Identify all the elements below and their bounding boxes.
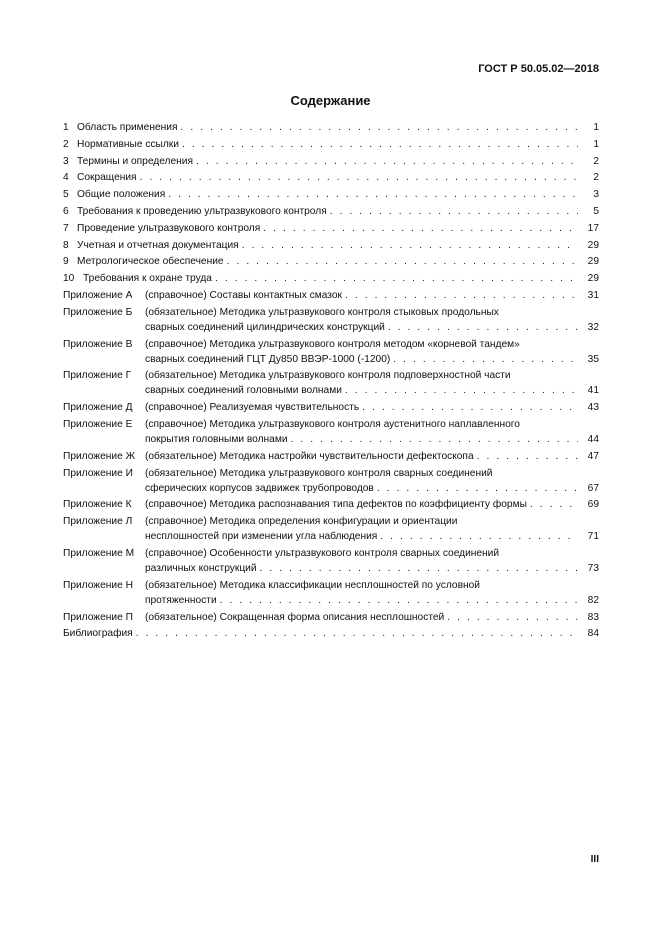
toc-entry-page: 43	[587, 402, 599, 414]
toc-entry-title: Проведение ультразвукового контроля	[77, 222, 261, 234]
toc-entry[interactable]	[63, 288, 599, 303]
toc-entry[interactable]	[63, 514, 599, 544]
toc-entry-prefix: Приложение Н	[63, 579, 133, 591]
toc-entry-prefix: Приложение А	[63, 289, 133, 301]
toc-entry-title: (справочное) Реализуемая чувствительность	[145, 402, 360, 414]
toc-dot-leader	[180, 120, 578, 135]
toc-dot-leader	[393, 352, 578, 367]
toc-dot-leader	[330, 204, 578, 219]
toc-entry-prefix: 9	[63, 256, 69, 268]
toc-entry[interactable]	[63, 449, 599, 464]
toc-entry-page: 41	[587, 385, 599, 397]
toc-entry[interactable]	[63, 187, 599, 202]
toc-entry-title: Область применения	[77, 122, 178, 133]
toc-entry-title: (обязательное) Методика ультразвукового контроля сварных соединений	[145, 467, 493, 479]
toc-entry[interactable]	[63, 271, 599, 286]
toc-entry[interactable]	[63, 204, 599, 219]
toc-entry[interactable]	[63, 337, 599, 367]
toc-entry-title: покрытия головными волнами	[145, 433, 288, 445]
toc-entry-text	[63, 305, 581, 335]
toc-entry[interactable]	[63, 400, 599, 415]
toc-entry-prefix: 6	[63, 205, 69, 217]
toc-entry[interactable]	[63, 254, 599, 269]
toc-entry-text	[63, 578, 581, 608]
toc-entry-prefix: 5	[63, 189, 69, 201]
toc-dot-leader	[263, 221, 578, 236]
toc-entry-title: (обязательное) Методика классификации несплошностей по условной	[145, 579, 480, 591]
toc-dot-leader	[291, 432, 578, 447]
toc-entry-page: 31	[587, 289, 599, 301]
toc-dot-leader	[242, 238, 578, 253]
toc-entry-page: 3	[593, 189, 599, 201]
toc-entry[interactable]	[63, 466, 599, 496]
toc-entry[interactable]	[63, 170, 599, 185]
toc-dot-leader	[362, 400, 578, 415]
toc-entry-text	[63, 187, 581, 202]
toc-entry-page: 17	[587, 222, 599, 234]
toc-dot-leader	[377, 481, 578, 496]
toc-entry-page: 69	[587, 499, 599, 511]
toc-entry-text	[63, 626, 581, 641]
toc-entry-prefix: 10	[63, 273, 75, 285]
toc-entry-title: (справочное) Методика распознавания типа дефектов по коэффициенту формы	[145, 499, 527, 511]
toc-entry-title: Нормативные ссылки	[77, 138, 179, 150]
toc-entry-page: 47	[587, 450, 599, 462]
toc-entry-title: Требования к охране труда	[83, 273, 212, 285]
toc-entry-page: 29	[587, 256, 599, 268]
toc-entry[interactable]	[63, 626, 599, 641]
toc-entry-prefix: 7	[63, 222, 69, 234]
toc-entry-page: 71	[587, 531, 599, 543]
toc-entry[interactable]	[63, 120, 599, 135]
toc-entry[interactable]	[63, 546, 599, 576]
toc-entry-prefix: Приложение Г	[63, 370, 132, 382]
toc-entry-prefix: Приложение Д	[63, 402, 133, 414]
toc-entry-text	[63, 221, 581, 236]
toc-dot-leader	[220, 593, 578, 608]
toc-entry-page: 29	[587, 239, 599, 251]
toc-entry[interactable]	[63, 238, 599, 253]
toc-dot-leader	[215, 271, 578, 286]
toc-entry-text	[63, 254, 581, 269]
toc-entry-title: (справочное) Особенности ультразвукового контроля сварных соединений	[145, 547, 500, 559]
toc-entry-text	[63, 238, 581, 253]
toc-entry-title: (обязательное) Методика ультразвукового контроля стыковых продольных	[145, 306, 499, 318]
toc-entry-text	[63, 417, 581, 447]
toc-dot-leader	[140, 170, 578, 185]
page-number: III	[590, 854, 599, 865]
toc-entry-text	[63, 204, 581, 219]
toc-entry-title: Учетная и отчетная документация	[77, 239, 239, 251]
toc-entry-text	[63, 449, 581, 464]
toc-entry-title: (справочное) Методика ультразвукового контроля методом «корневой тандем»	[145, 338, 520, 350]
toc-entry-title: (справочное) Методика определения конфигурации и ориентации	[145, 516, 458, 528]
toc-entry-title: Общие положения	[77, 189, 166, 201]
toc-entry-prefix: Приложение Л	[63, 516, 133, 528]
toc-entry-text	[63, 610, 581, 625]
toc-entry[interactable]	[63, 578, 599, 608]
toc-entry-title: Библиография	[63, 628, 133, 640]
toc-entry[interactable]	[63, 610, 599, 625]
toc-dot-leader	[168, 187, 578, 202]
toc-entry-prefix: Приложение М	[63, 547, 135, 559]
document-code: ГОСТ Р 50.05.02—2018	[478, 63, 599, 75]
toc-entry-title: (справочное) Составы контактных смазок	[145, 289, 342, 301]
toc-entry-title: сферических корпусов задвижек трубопроводов	[145, 482, 374, 494]
toc-entry-text	[63, 400, 581, 415]
table-of-contents	[63, 120, 599, 643]
toc-entry-prefix: 1	[63, 122, 69, 133]
toc-entry-page: 2	[593, 172, 599, 184]
toc-entry-text	[63, 271, 581, 286]
toc-entry[interactable]	[63, 497, 599, 512]
toc-entry-page: 67	[587, 482, 599, 494]
toc-entry[interactable]	[63, 137, 599, 152]
toc-entry-title: различных конструкций	[145, 562, 257, 574]
toc-entry[interactable]	[63, 154, 599, 169]
toc-entry[interactable]	[63, 368, 599, 398]
toc-entry-text	[63, 368, 581, 398]
toc-entry-text	[63, 120, 581, 135]
toc-entry-page: 83	[587, 611, 599, 623]
toc-entry[interactable]	[63, 305, 599, 335]
toc-dot-leader	[182, 137, 578, 152]
toc-entry-text	[63, 466, 581, 496]
toc-entry-text	[63, 137, 581, 152]
toc-entry-text	[63, 288, 581, 303]
toc-entry-page: 2	[593, 155, 599, 167]
toc-entry-prefix: 8	[63, 239, 69, 251]
toc-entry-title: (обязательное) Сокращенная форма описания несплошностей	[145, 611, 445, 623]
toc-entry-title: Метрологическое обеспечение	[77, 256, 224, 268]
toc-entry-page: 44	[587, 433, 599, 445]
toc-entry-prefix: 4	[63, 172, 69, 184]
toc-entry-page: 84	[587, 628, 599, 640]
toc-entry[interactable]	[63, 417, 599, 447]
toc-dot-leader	[530, 497, 578, 512]
toc-entry-page: 1	[593, 122, 599, 133]
toc-dot-leader	[447, 610, 578, 625]
toc-entry-prefix: Приложение К	[63, 499, 132, 511]
toc-dot-leader	[196, 154, 578, 169]
toc-entry-page: 5	[593, 205, 599, 217]
toc-entry-page: 73	[587, 562, 599, 574]
toc-entry[interactable]	[63, 221, 599, 236]
toc-entry-prefix: Приложение В	[63, 338, 133, 350]
toc-entry-prefix: Приложение И	[63, 467, 133, 479]
toc-entry-text	[63, 154, 581, 169]
toc-dot-leader	[227, 254, 578, 269]
toc-entry-page: 82	[587, 594, 599, 606]
toc-entry-prefix: Приложение Ж	[63, 450, 135, 462]
toc-entry-page: 1	[593, 138, 599, 150]
toc-entry-prefix: Приложение Б	[63, 306, 133, 318]
toc-entry-prefix: Приложение П	[63, 611, 133, 623]
toc-entry-title: (обязательное) Методика настройки чувствительности дефектоскопа	[145, 450, 474, 462]
toc-entry-title: несплошностей при изменении угла наблюдения	[145, 531, 378, 543]
toc-entry-page: 29	[587, 273, 599, 285]
toc-entry-text	[63, 337, 581, 367]
toc-entry-text	[63, 497, 581, 512]
toc-title: Содержание	[290, 93, 371, 108]
toc-entry-title: сварных соединений ГЦТ Ду850 ВВЭР-1000 (-1200)	[145, 353, 391, 365]
toc-entry-title: протяженности	[145, 594, 217, 606]
toc-dot-leader	[345, 383, 578, 398]
toc-dot-leader	[260, 561, 578, 576]
toc-entry-text	[63, 170, 581, 185]
toc-entry-title: Сокращения	[77, 172, 137, 184]
toc-entry-title: сварных соединений цилиндрических конструкций	[145, 321, 385, 333]
toc-entry-prefix: Приложение Е	[63, 418, 133, 430]
toc-dot-leader	[477, 449, 578, 464]
toc-entry-prefix: 2	[63, 138, 69, 150]
toc-entry-title: Термины и определения	[77, 155, 193, 167]
toc-entry-text	[63, 546, 581, 576]
toc-entry-title: (обязательное) Методика ультразвукового контроля подповерхностной части	[145, 370, 511, 382]
toc-entry-title: Требования к проведению ультразвукового контроля	[77, 205, 327, 217]
toc-entry-page: 32	[587, 321, 599, 333]
toc-entry-title: сварных соединений головными волнами	[145, 385, 342, 397]
toc-dot-leader	[380, 529, 578, 544]
toc-entry-prefix: 3	[63, 155, 69, 167]
toc-dot-leader	[345, 288, 578, 303]
toc-dot-leader	[388, 320, 578, 335]
toc-entry-page: 35	[587, 353, 599, 365]
toc-dot-leader	[136, 626, 578, 641]
toc-entry-text	[63, 514, 581, 544]
toc-entry-title: (справочное) Методика ультразвукового контроля аустенитного наплавленного	[145, 418, 520, 430]
